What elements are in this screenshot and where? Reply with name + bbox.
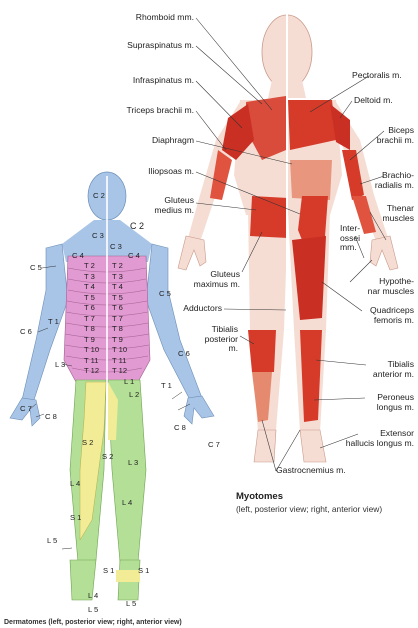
- label-gastrocnemius: Gastrocnemius m.: [276, 465, 346, 475]
- dermatome-t-right: T 7: [112, 313, 123, 323]
- label-peroneus-line1: Peroneus: [377, 392, 414, 402]
- dermatome-l4-bottom: L 4: [88, 591, 99, 600]
- dermatome-t-left: T 6: [84, 303, 95, 312]
- dermatome-c7-right: C 7: [208, 440, 220, 449]
- label-extensor-hallucis-line1: Extensor: [380, 428, 414, 438]
- label-supraspinatus: Supraspinatus m.: [127, 40, 194, 50]
- dermatome-l5-bottom: L 5: [88, 605, 99, 614]
- dermatome-c2-right: C 2: [130, 221, 145, 231]
- label-hypothenar: [350, 277, 414, 296]
- label-tibialis-posterior-line2: posterior: [204, 333, 238, 344]
- myotomes-caption-subtitle: (left, posterior view; right, anterior view): [236, 504, 383, 514]
- dermatome-c7-left: C 7: [20, 404, 32, 413]
- dermatome-s2-left: S 2: [82, 438, 94, 447]
- dermatome-c6-left: C 6: [20, 327, 32, 336]
- dermatome-t-left: T 8: [84, 324, 95, 333]
- label-gluteus-medius-line1: Gluteus: [164, 195, 194, 205]
- dermatome-c6-right: C 6: [178, 349, 190, 358]
- label-diaphragm: Diaphragm: [151, 135, 194, 145]
- label-tibialis-anterior: [350, 360, 414, 379]
- dermatome-t-right: T 11: [112, 355, 127, 365]
- dermatomes-caption: Dermatomes (left, posterior view; right, anterior view): [4, 619, 182, 626]
- label-biceps: [360, 126, 414, 145]
- label-tibialis-posterior-line1: Tibialis: [211, 324, 238, 334]
- label-infraspinatus: Infraspinatus m.: [132, 75, 194, 85]
- dermatome-t-left: T 5: [84, 292, 95, 302]
- label-gluteus-maximus: [176, 270, 240, 289]
- label-brachioradialis-line1: Brachio-: [382, 170, 414, 180]
- label-quadriceps-line2: femoris m.: [373, 314, 414, 325]
- dermatome-c2-top: C 2: [93, 191, 105, 200]
- label-interossei-line2: ossei: [340, 232, 361, 243]
- dermatome-t-left: T 4: [84, 282, 95, 291]
- label-tibialis-posterior-line3: m.: [228, 343, 238, 354]
- dermatome-l3-left: L 3: [55, 360, 66, 369]
- dermatome-l5-left: L 5: [47, 536, 58, 545]
- label-hypothenar-line1: Hypothe-: [379, 276, 414, 286]
- dermatome-c3-right: C 3: [110, 242, 122, 251]
- label-gluteus-maximus-line1: Gluteus: [210, 269, 240, 279]
- dermatome-t-left: T 11: [84, 355, 99, 365]
- dermatome-c4-right: C 4: [128, 251, 140, 260]
- dermatome-l2: L 2: [129, 390, 140, 399]
- dermatome-c4-left: C 4: [72, 251, 84, 260]
- label-brachioradialis-line2: radialis m.: [374, 179, 414, 190]
- label-thenar: [372, 204, 414, 223]
- dermatome-c5-right: C 5: [159, 289, 171, 298]
- dermatome-t-right: T 6: [112, 303, 123, 312]
- dermatome-s1-left: S 1: [70, 513, 82, 522]
- dermatome-t-right: T 12: [112, 366, 128, 375]
- dermatome-t-right: T 10: [112, 345, 128, 354]
- dermatome-c5-left: C 5: [30, 263, 42, 272]
- label-iliopsoas: Iliopsoas m.: [148, 166, 194, 176]
- label-peroneus-line2: longus m.: [376, 401, 414, 412]
- label-rhomboid: Rhomboid mm.: [135, 12, 194, 22]
- dermatome-t-right: T 3: [112, 271, 123, 281]
- dermatome-s2-right: S 2: [102, 452, 114, 461]
- label-tibialis-anterior-line2: anterior m.: [372, 368, 414, 379]
- label-tibialis-anterior-line1: Tibialis: [387, 359, 414, 369]
- dermatome-c3-left: C 3: [92, 231, 104, 240]
- label-gluteus-medius-line2: medius m.: [154, 204, 194, 215]
- label-thenar-line2: muscles: [382, 212, 414, 223]
- dermatome-l3-right: L 3: [128, 458, 139, 467]
- dermatome-c8-right: C 8: [174, 423, 186, 432]
- dermatome-t-left: T 9: [84, 334, 95, 344]
- label-gluteus-medius: [130, 196, 194, 215]
- dermatome-s1-foot: S 1: [103, 566, 115, 575]
- label-pectoralis: Pectoralis m.: [352, 70, 402, 80]
- label-extensor-hallucis-line2: hallucis longus m.: [345, 437, 414, 448]
- dermatome-t-left: T 10: [84, 345, 100, 354]
- dermatome-t-left: T 2: [84, 261, 95, 270]
- label-brachioradialis: [360, 171, 414, 190]
- label-interossei-line1: Inter-: [340, 223, 361, 233]
- dermatome-l5-right: L 5: [126, 599, 137, 608]
- label-triceps: Triceps brachii m.: [126, 105, 194, 115]
- label-biceps-line1: Biceps: [388, 125, 414, 135]
- dermatome-l1: L 1: [124, 377, 135, 386]
- dermatome-t-right: T 2: [112, 261, 123, 270]
- dermatome-t-left: T 12: [84, 366, 100, 375]
- label-hypothenar-line2: nar muscles: [367, 285, 414, 296]
- label-gluteus-maximus-line2: maximus m.: [193, 278, 240, 289]
- dermatome-c8-left: C 8: [45, 412, 57, 421]
- dermatome-t-right: T 4: [112, 282, 123, 291]
- label-quadriceps: [350, 306, 414, 325]
- dermatome-t-right: T 8: [112, 324, 123, 333]
- myotomes-caption-title: Myotomes: [236, 491, 283, 502]
- label-adductors: Adductors: [183, 303, 222, 313]
- label-quadriceps-line1: Quadriceps: [370, 305, 414, 315]
- label-extensor-hallucis: [330, 429, 414, 448]
- dermatome-l4-right: L 4: [122, 498, 133, 507]
- label-thenar-line1: Thenar: [386, 203, 414, 213]
- dermatome-t1-right: T 1: [161, 381, 172, 390]
- dermatome-t1-left: T 1: [48, 317, 59, 326]
- dermatome-s1-right: S 1: [138, 566, 150, 575]
- dermatome-l4-left: L 4: [70, 479, 81, 488]
- label-interossei-line3: mm.: [340, 242, 357, 253]
- label-interossei: [340, 224, 360, 253]
- dermatome-t-left: T 3: [84, 271, 95, 281]
- dermatome-t-left: T 7: [84, 313, 95, 323]
- label-biceps-line2: brachii m.: [376, 134, 414, 145]
- label-tibialis-posterior: [196, 325, 238, 354]
- dermatome-t-right: T 5: [112, 292, 123, 302]
- dermatome-t-right: T 9: [112, 334, 123, 344]
- dermatomes-figure: [10, 172, 214, 608]
- label-peroneus: [350, 393, 414, 412]
- label-deltoid: Deltoid m.: [354, 95, 393, 105]
